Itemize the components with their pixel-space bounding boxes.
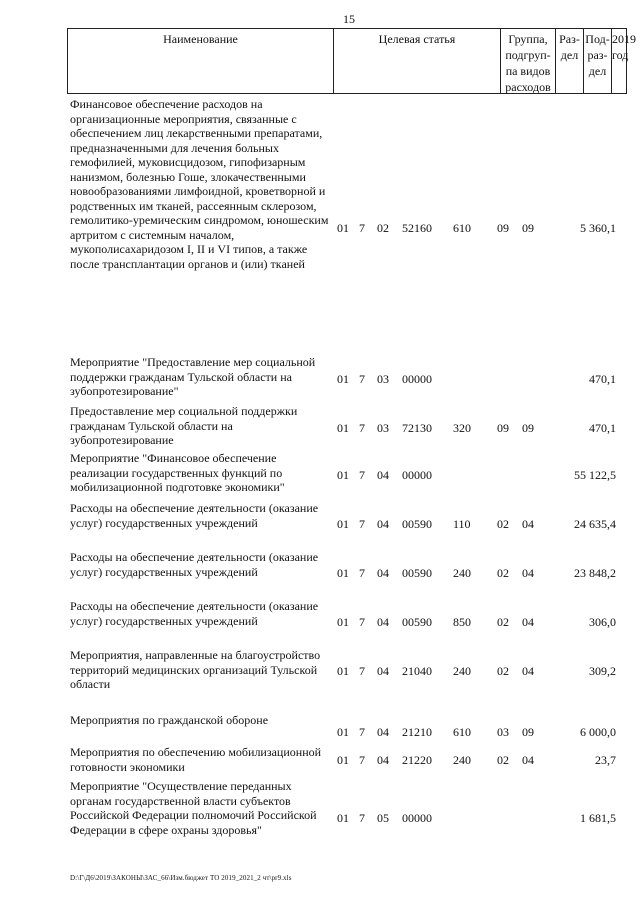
target-code-direction: 00590 bbox=[402, 566, 432, 580]
subsection-code: 09 bbox=[522, 421, 534, 435]
header-subsection: Под- раз- дел bbox=[584, 29, 612, 93]
expense-group: 110 bbox=[453, 517, 471, 531]
section-code: 02 bbox=[497, 615, 509, 629]
header-group: Группа, подгруп- па видов расходов bbox=[501, 29, 556, 93]
target-code-program: 01 bbox=[337, 372, 349, 386]
target-code-program: 01 bbox=[337, 725, 349, 739]
header-name: Наименование bbox=[68, 29, 334, 93]
target-code-subprogram: 7 bbox=[359, 566, 365, 580]
subsection-code: 04 bbox=[522, 753, 534, 767]
target-code-program: 01 bbox=[337, 753, 349, 767]
section-code: 09 bbox=[497, 221, 509, 235]
file-path-footer: D:\Г\Д6\2019\ЗАКОНЫ\ЗАС_66\Изм.бюджет ТО 2019_2021_2 чт\pr9.xls bbox=[70, 874, 292, 882]
row-name: Расходы на обеспечение деятельности (оказание услуг) государственных учреждений bbox=[70, 599, 319, 628]
header-section: Раз- дел bbox=[556, 29, 584, 93]
subsection-code: 04 bbox=[522, 566, 534, 580]
target-code-subprogram: 7 bbox=[359, 421, 365, 435]
target-code-event: 04 bbox=[377, 517, 389, 531]
expense-group: 610 bbox=[453, 725, 471, 739]
target-code-program: 01 bbox=[337, 221, 349, 235]
target-code-subprogram: 7 bbox=[359, 372, 365, 386]
target-code-program: 01 bbox=[337, 811, 349, 825]
target-code-direction: 21040 bbox=[402, 664, 432, 678]
header-target: Целевая статья bbox=[334, 29, 501, 93]
section-code: 03 bbox=[497, 725, 509, 739]
target-code-direction: 00000 bbox=[402, 468, 432, 482]
subsection-code: 04 bbox=[522, 615, 534, 629]
target-code-program: 01 bbox=[337, 517, 349, 531]
target-code-program: 01 bbox=[337, 468, 349, 482]
target-code-direction: 00000 bbox=[402, 372, 432, 386]
expense-group: 240 bbox=[453, 566, 471, 580]
target-code-event: 05 bbox=[377, 811, 389, 825]
amount-2019: 23,7 bbox=[595, 753, 616, 767]
target-code-event: 03 bbox=[377, 372, 389, 386]
target-code-subprogram: 7 bbox=[359, 468, 365, 482]
section-code: 02 bbox=[497, 566, 509, 580]
amount-2019: 5 360,1 bbox=[580, 221, 616, 235]
target-code-subprogram: 7 bbox=[359, 811, 365, 825]
target-code-event: 04 bbox=[377, 615, 389, 629]
target-code-direction: 21220 bbox=[402, 753, 432, 767]
amount-2019: 6 000,0 bbox=[580, 725, 616, 739]
amount-2019: 470,1 bbox=[589, 372, 616, 386]
page-number: 15 bbox=[343, 12, 355, 26]
target-code-program: 01 bbox=[337, 566, 349, 580]
expense-group: 850 bbox=[453, 615, 471, 629]
target-code-subprogram: 7 bbox=[359, 753, 365, 767]
target-code-direction: 00590 bbox=[402, 517, 432, 531]
row-name: Мероприятия по обеспечению мобилизационной готовности экономики bbox=[70, 745, 322, 774]
section-code: 02 bbox=[497, 664, 509, 678]
target-code-direction: 21210 bbox=[402, 725, 432, 739]
row-name: Мероприятие "Осуществление переданных органам государственной власти субъектов Российской Федерации полномочий Российской Федерации в сфере охраны здоровья" bbox=[70, 779, 317, 837]
target-code-subprogram: 7 bbox=[359, 517, 365, 531]
row-name: Финансовое обеспечение расходов на организационные мероприятия, связанные с обеспечением лиц лекарственными препаратами, предназначенными для лечения больных гемофилией, муковисцидозом, гипофизарным нанизмом, болезнью Гоше, злокачественными новообразованиями лимфоидной, кроветворной и родственных им тканей, рассеянным склерозом, гемолитико-уремическим синдромом, юношеским артритом с системным началом, мукополисахаридозом I, II и VI типов, а также после трансплантации органов и (или) тканей bbox=[70, 97, 329, 271]
row-name: Мероприятие "Предоставление мер социальной поддержки гражданам Тульской области на зубопротезирование" bbox=[70, 355, 316, 398]
amount-2019: 1 681,5 bbox=[580, 811, 616, 825]
target-code-program: 01 bbox=[337, 664, 349, 678]
subsection-code: 09 bbox=[522, 725, 534, 739]
target-code-direction: 72130 bbox=[402, 421, 432, 435]
target-code-program: 01 bbox=[337, 615, 349, 629]
amount-2019: 470,1 bbox=[589, 421, 616, 435]
target-code-event: 04 bbox=[377, 468, 389, 482]
target-code-event: 02 bbox=[377, 221, 389, 235]
row-name: Мероприятия, направленные на благоустройство территорий медицинских организаций Тульской области bbox=[70, 648, 321, 691]
amount-2019: 55 122,5 bbox=[574, 468, 616, 482]
expense-group: 610 bbox=[453, 221, 471, 235]
target-code-subprogram: 7 bbox=[359, 664, 365, 678]
target-code-direction: 52160 bbox=[402, 221, 432, 235]
expense-group: 320 bbox=[453, 421, 471, 435]
row-name: Расходы на обеспечение деятельности (оказание услуг) государственных учреждений bbox=[70, 550, 319, 579]
target-code-event: 04 bbox=[377, 725, 389, 739]
section-code: 02 bbox=[497, 517, 509, 531]
expense-group: 240 bbox=[453, 753, 471, 767]
amount-2019: 24 635,4 bbox=[574, 517, 616, 531]
row-name: Расходы на обеспечение деятельности (оказание услуг) государственных учреждений bbox=[70, 501, 319, 530]
target-code-subprogram: 7 bbox=[359, 221, 365, 235]
section-code: 09 bbox=[497, 421, 509, 435]
subsection-code: 04 bbox=[522, 664, 534, 678]
row-name: Предоставление мер социальной поддержки гражданам Тульской области на зубопротезирование bbox=[70, 404, 298, 447]
amount-2019: 306,0 bbox=[589, 615, 616, 629]
subsection-code: 09 bbox=[522, 221, 534, 235]
target-code-subprogram: 7 bbox=[359, 725, 365, 739]
amount-2019: 23 848,2 bbox=[574, 566, 616, 580]
table-header bbox=[67, 28, 636, 94]
header-year: 2019 год bbox=[612, 32, 636, 62]
amount-2019: 309,2 bbox=[589, 664, 616, 678]
target-code-program: 01 bbox=[337, 421, 349, 435]
target-code-direction: 00000 bbox=[402, 811, 432, 825]
target-code-direction: 00590 bbox=[402, 615, 432, 629]
target-code-event: 04 bbox=[377, 566, 389, 580]
section-code: 02 bbox=[497, 753, 509, 767]
target-code-event: 04 bbox=[377, 753, 389, 767]
row-name: Мероприятия по гражданской обороне bbox=[70, 713, 269, 727]
target-code-subprogram: 7 bbox=[359, 615, 365, 629]
target-code-event: 04 bbox=[377, 664, 389, 678]
expense-group: 240 bbox=[453, 664, 471, 678]
target-code-event: 03 bbox=[377, 421, 389, 435]
row-name: Мероприятие "Финансовое обеспечение реализации государственных функций по мобилизационной подготовке экономики" bbox=[70, 451, 285, 494]
subsection-code: 04 bbox=[522, 517, 534, 531]
